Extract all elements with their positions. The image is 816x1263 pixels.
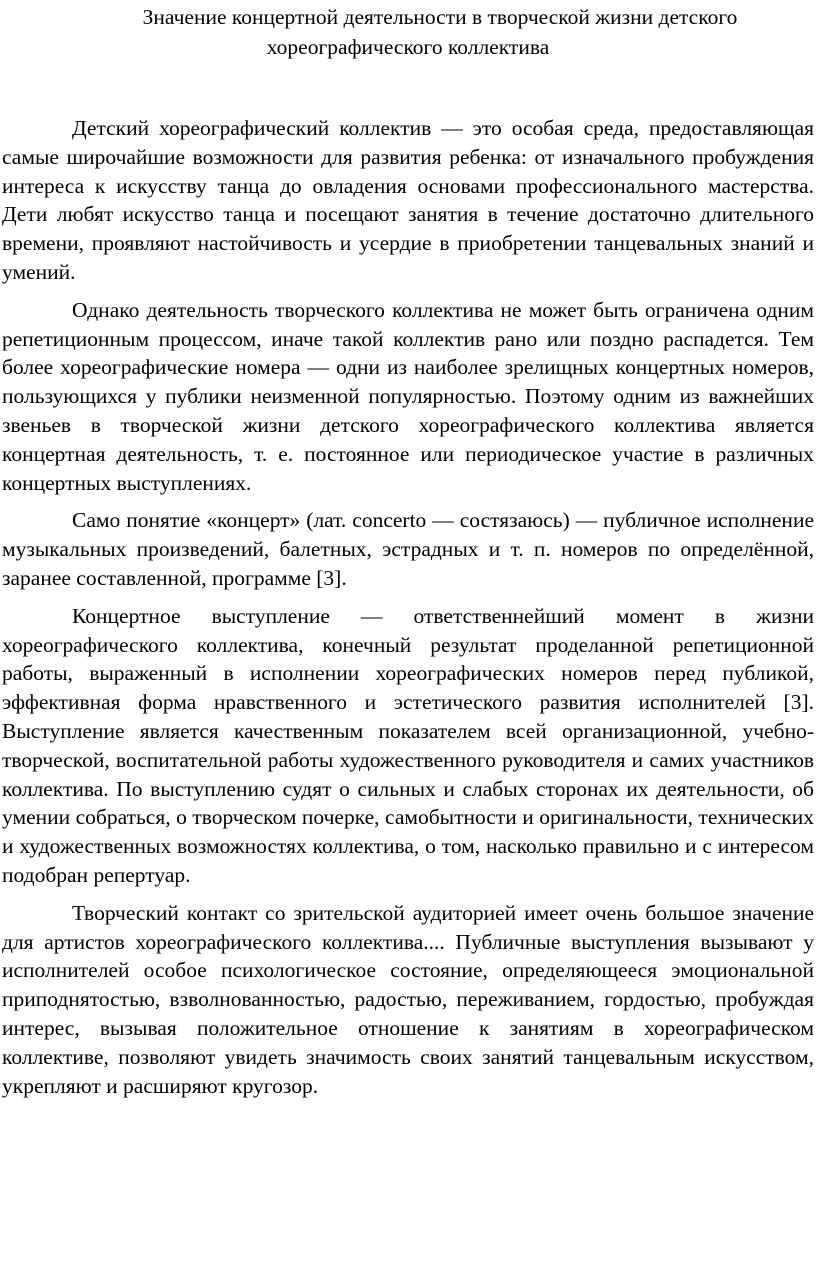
document-body bbox=[2, 114, 814, 1100]
paragraph-1: Детский хореографический коллектив — это особая среда, предоставляющая самые широчайшие возможности для развития ребенка: от изначального пробуждения интереса к искусству танца до овладения основами профессионального мастерства. Дети любят искусство танца и посещают занятия в течение достаточно длительного времени, проявляют настойчивость и усердие в приобретении танцевальных знаний и умений. bbox=[2, 116, 814, 284]
document-title bbox=[2, 0, 814, 62]
paragraph-3: Само понятие «концерт» (лат. concerto — состязаюсь) — публичное исполнение музыкальных произведений, балетных, эстрадных и т. п. номеров по определённой, заранее составленной, программе [3]. bbox=[2, 508, 814, 590]
title-line-2: хореографического коллектива bbox=[266, 35, 550, 59]
paragraph-5: Творческий контакт со зрительской аудиторией имеет очень большое значение для артистов хореографического коллектива.... Публичные выступления вызывают у исполнителей особое психологическое состояние, определяющееся эмоциональной приподнятостью, взволнованностью, радостью, переживанием, гордостью, пробуждая интерес, вызывая положительное отношение к занятиям в хореографическом коллективе, позволяют увидеть значимость своих занятий танцевальным искусством, укрепляют и расширяют кругозор. bbox=[2, 900, 814, 1098]
paragraph-2: Однако деятельность творческого коллектива не может быть ограничена одним репетиционным процессом, иначе такой коллектив рано или поздно распадется. Тем более хореографические номера — одни из наиболее зрелищных концертных номеров, пользующихся у публики неизменной популярностью. Поэтому одним из важнейших звеньев в творческой жизни детского хореографического коллектива является концертная деятельность, т. е. постоянное или периодическое участие в различных концертных выступлениях. bbox=[2, 297, 814, 495]
title-line-1: Значение концертной деятельности в творческой жизни детского bbox=[142, 5, 738, 29]
paragraph-4: Концертное выступление — ответственнейший момент в жизни хореографического коллектива, конечный результат проделанной репетиционной работы, выраженный в исполнении хореографических номеров перед публикой, эффективная форма нравственного и эстетического развития исполнителей [3]. Выступление является качественным показателем всей организационной, учебно-творческой, воспитательной работы художественного руководителя и самих участников коллектива. По выступлению судят о сильных и слабых сторонах их деятельности, об умении собраться, о творческом почерке, самобытности и оригинальности, технических и художественных возможностях коллектива, о том, насколько правильно и с интересом подобран репертуар. bbox=[2, 603, 814, 887]
